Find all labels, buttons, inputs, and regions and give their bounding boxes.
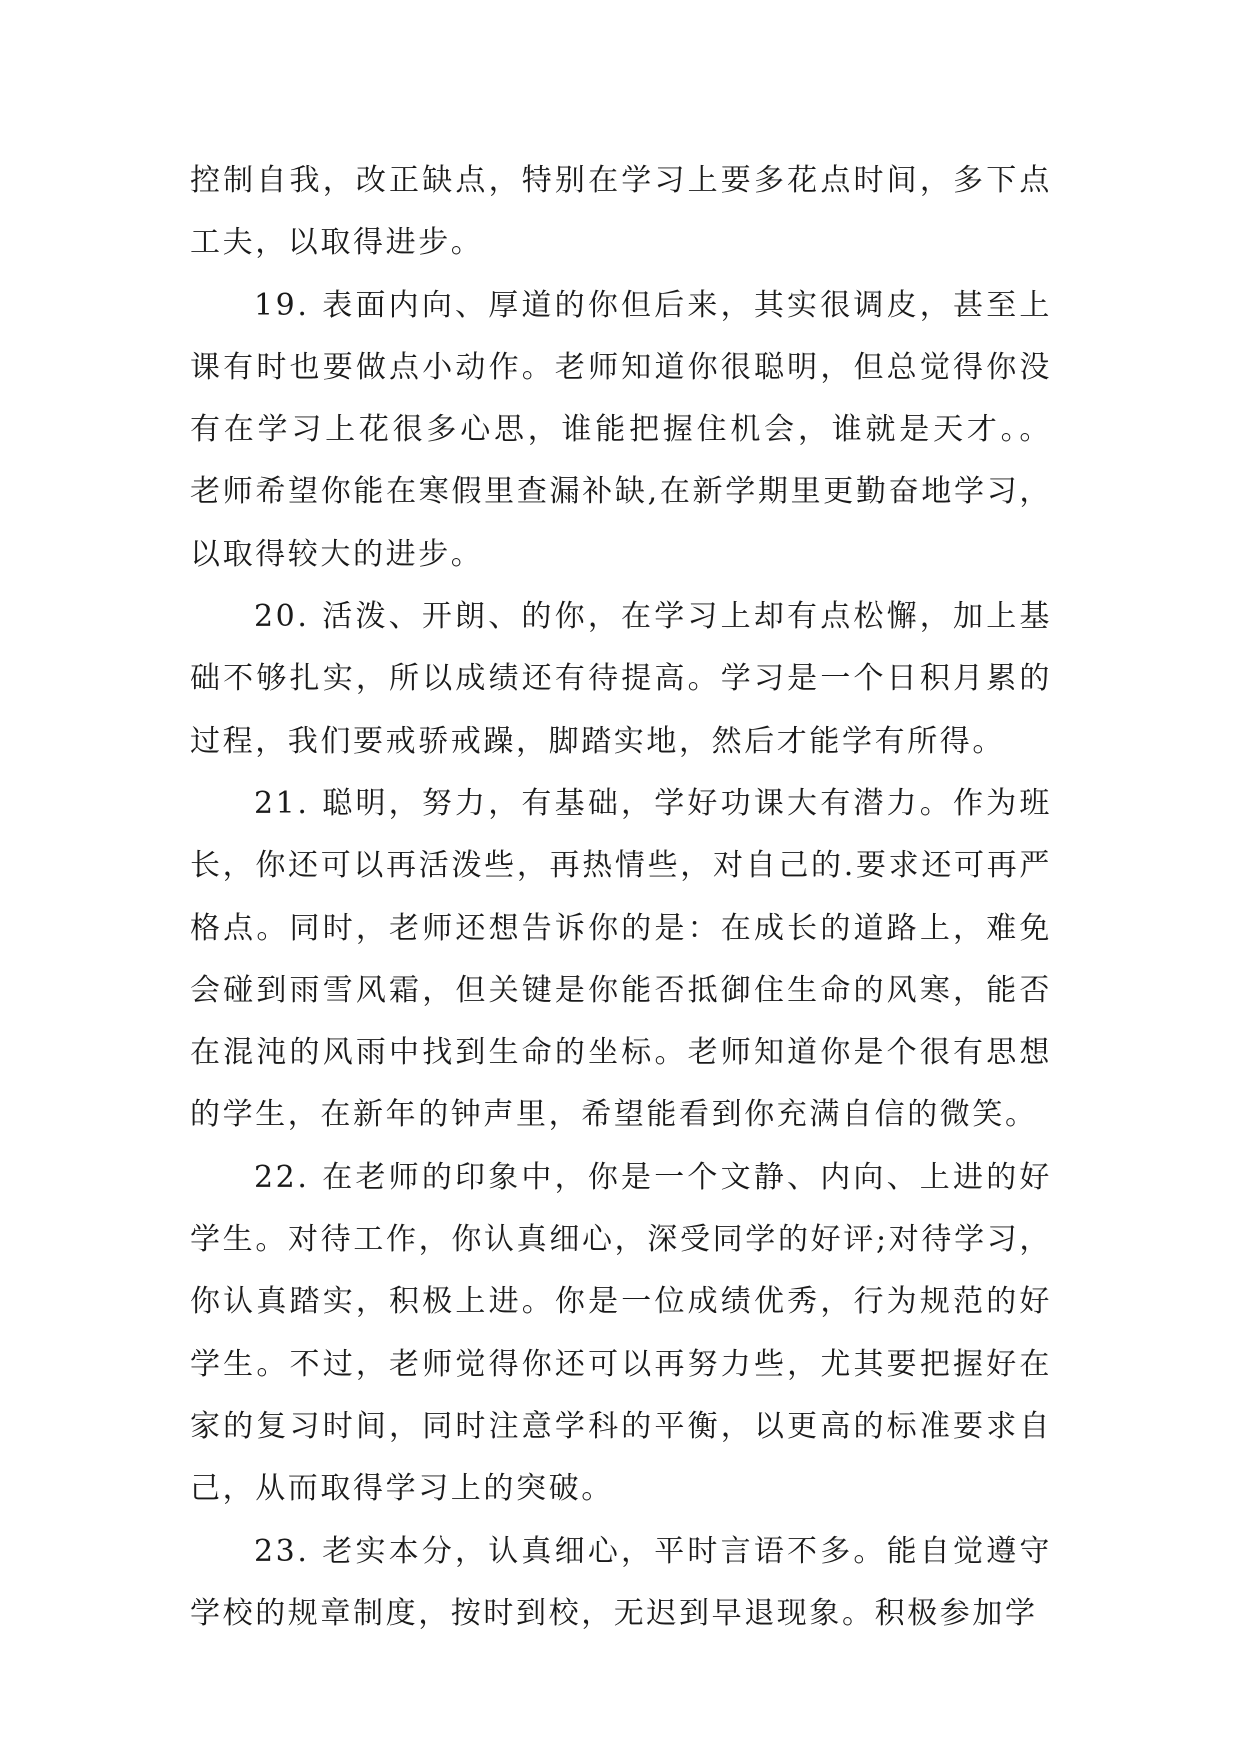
comment-item-23: [190, 1521, 1052, 1646]
continuation-paragraph: 控制自我，改正缺点，特别在学习上要多花点时间，多下点工夫，以取得进步。: [190, 163, 1052, 261]
item-text: 活泼、开朗、的你，在学习上却有点松懈，加上基础不够扎实，所以成绩还有待提高。学习是一个日积月累的过程，我们要戒骄戒躁，脚踏实地，然后才能学有所得。: [190, 599, 1052, 759]
comment-item-19: [190, 275, 1052, 586]
item-text: 聪明，努力，有基础，学好功课大有潜力。作为班长，你还可以再活泼些，再热情些，对自己的.要求还可再严格点。同时，老师还想告诉你的是：在成长的道路上，难免会碰到雨雪风霜，但关键是你能否抵御住生命的风寒，能否在混沌的风雨中找到生命的坐标。老师知道你是个很有思想的学生，在新年的钟声里，希望能看到你充满自信的微笑。: [190, 785, 1052, 1133]
item-number: 19.: [254, 287, 310, 323]
document-body: [190, 150, 1052, 1645]
comment-item-22: [190, 1147, 1052, 1521]
item-text: 表面内向、厚道的你但后来，其实很调皮，甚至上课有时也要做点小动作。老师知道你很聪明，但总觉得你没有在学习上花很多心思，谁能把握住机会，谁就是天才。。老师希望你能在寒假里查漏补缺,在新学期里更勤奋地学习，以取得较大的进步。: [190, 287, 1052, 572]
comment-item-20: [190, 586, 1052, 773]
item-text: 老实本分，认真细心，平时言语不多。能自觉遵守学校的规章制度，按时到校，无迟到早退现象。积极参加学: [190, 1533, 1052, 1631]
comment-item-21: [190, 773, 1052, 1147]
item-number: 21.: [254, 785, 310, 821]
item-text: 在老师的印象中，你是一个文静、内向、上进的好学生。对待工作，你认真细心，深受同学的好评;对待学习，你认真踏实，积极上进。你是一位成绩优秀，行为规范的好学生。不过，老师觉得你还可以再努力些，尤其要把握好在家的复习时间，同时注意学科的平衡，以更高的标准要求自己，从而取得学习上的突破。: [190, 1159, 1052, 1507]
item-number: 20.: [254, 599, 310, 635]
item-number: 23.: [254, 1533, 310, 1569]
item-number: 22.: [254, 1159, 310, 1195]
